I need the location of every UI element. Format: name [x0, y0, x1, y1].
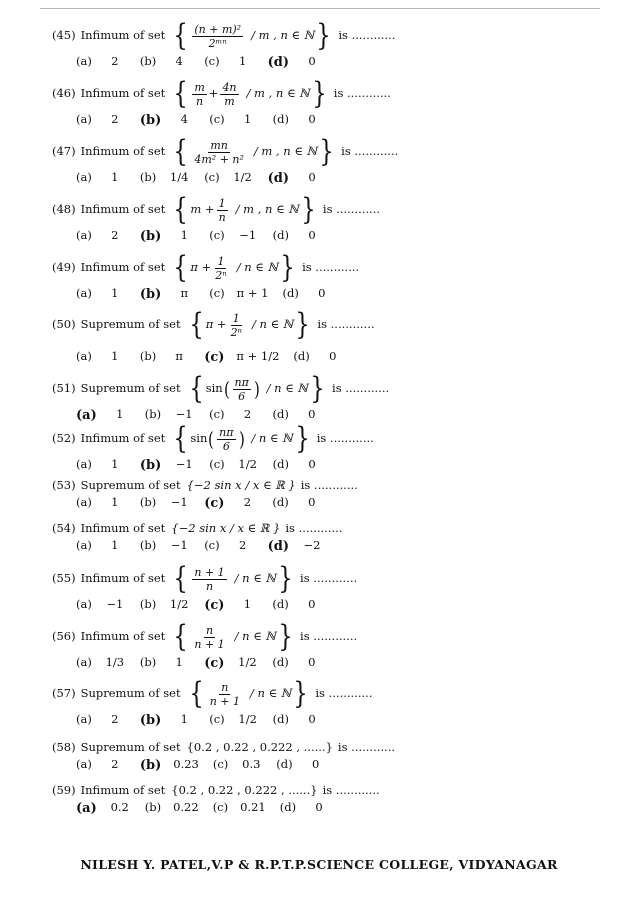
- left-paren: (: [223, 377, 230, 401]
- set-condition: / n ∈ ℕ: [236, 260, 278, 275]
- option-d[interactable]: (d) 0: [267, 170, 316, 186]
- question-tail: is ............: [300, 571, 358, 586]
- option-a[interactable]: (a) 1: [76, 170, 119, 185]
- fraction: $\frac{4n}{m}$: [222, 80, 237, 108]
- fraction: $\frac{m}{n}$: [194, 80, 205, 108]
- set-condition: / n ∈ ℕ: [252, 317, 294, 332]
- question-stem: [52, 250, 359, 286]
- fraction: $\frac{1}{\text{2ⁿ}}$: [230, 311, 243, 339]
- question-stem: [52, 739, 395, 757]
- question-label: Infimum of set: [80, 431, 166, 446]
- option-c[interactable]: (c) −1: [209, 228, 257, 243]
- set-expression: {0.2 , 0.22 , 0.222 , ......}: [186, 740, 333, 755]
- options-row: [76, 655, 357, 671]
- set-term: π +: [190, 260, 212, 275]
- option-d[interactable]: (d) 0: [272, 712, 316, 727]
- question-number: (52): [52, 431, 76, 446]
- options-row: [76, 457, 374, 473]
- left-brace: {: [173, 250, 188, 285]
- options-row: [76, 228, 380, 244]
- left-brace: {: [188, 371, 204, 406]
- set-expression: [171, 192, 318, 227]
- options-row: [76, 712, 372, 728]
- set-expression: [187, 307, 313, 342]
- question-tail: is ............: [300, 629, 358, 644]
- left-brace: {: [188, 307, 204, 342]
- question-label: Infimum of set: [80, 521, 166, 536]
- question-tail: is ............: [285, 521, 343, 536]
- option-b[interactable]: (b) 4: [139, 112, 188, 128]
- options-row: [76, 800, 380, 816]
- options-row: [76, 495, 358, 511]
- left-paren: (: [208, 427, 215, 451]
- fraction: $\frac{n}{n + 1}$: [194, 623, 225, 651]
- question-label: Infimum of set: [80, 629, 166, 644]
- fraction: $\frac{1}{n}$: [218, 196, 226, 224]
- fraction: $\frac{n\pi}{6}$: [219, 425, 234, 453]
- left-brace: {: [173, 421, 188, 456]
- set-expression: [187, 371, 327, 406]
- left-brace: {: [173, 192, 188, 227]
- option-b[interactable]: (b) π: [139, 286, 189, 302]
- right-brace: }: [294, 421, 310, 456]
- question-label: Infimum of set: [80, 571, 166, 586]
- question-stem: [52, 520, 342, 538]
- right-brace: }: [278, 561, 293, 596]
- question-label: Infimum of set: [80, 28, 166, 43]
- page-footer: NILESH Y. PATEL,V.P & R.P.T.P.SCIENCE COLLEGE, VIDYANAGAR: [80, 857, 558, 872]
- question-tail: is ............: [332, 381, 390, 396]
- option-a[interactable]: (a) 1: [76, 349, 119, 364]
- question-stem: [52, 561, 357, 597]
- question-stem: [52, 18, 395, 54]
- option-a[interactable]: (a) 2: [76, 228, 119, 243]
- set-condition: / n ∈ ℕ: [251, 431, 293, 446]
- fraction: $\frac{mn}{\text{4m² + n²}}$: [194, 138, 244, 166]
- option-a[interactable]: (a) 1: [76, 457, 119, 472]
- fraction: $\frac{n}{n + 1}$: [209, 680, 240, 708]
- option-d[interactable]: (d) 0: [272, 457, 316, 472]
- options-row: [76, 112, 391, 128]
- question-tail: is ............: [322, 202, 381, 217]
- right-brace: }: [301, 192, 316, 227]
- left-brace: {: [173, 561, 188, 596]
- question-number: (51): [52, 381, 76, 396]
- question-tail: is ............: [300, 478, 358, 493]
- question-tail: is ............: [337, 740, 396, 755]
- option-a[interactable]: (a) 1/3: [76, 655, 125, 670]
- question-48: [52, 192, 380, 244]
- options-row: [76, 538, 342, 554]
- left-brace: {: [173, 76, 188, 111]
- fraction: $\frac{\text{(n + m)²}}{\text{2ᵐⁿ}}$: [194, 22, 242, 50]
- fraction: $\frac{n\pi}{6}$: [234, 375, 249, 403]
- option-d[interactable]: (d) 0: [279, 800, 323, 815]
- question-52: [52, 421, 374, 473]
- question-stem: [52, 307, 375, 343]
- question-tail: is ............: [322, 783, 380, 798]
- question-stem: [52, 134, 398, 170]
- set-condition: / m , n ∈ ℕ: [235, 202, 299, 217]
- option-b[interactable]: (b) −1: [139, 457, 193, 473]
- option-a[interactable]: (a) −1: [76, 597, 124, 612]
- fraction: $\frac{n + 1}{n}$: [194, 565, 225, 593]
- option-c[interactable]: (c) 1/2: [209, 712, 257, 727]
- set-condition: / n ∈ ℕ: [266, 381, 308, 396]
- option-a[interactable]: (a) 1: [76, 495, 119, 510]
- option-d[interactable]: (d) 0: [272, 112, 316, 127]
- set-condition: / n ∈ ℕ: [250, 686, 292, 701]
- option-d[interactable]: (d) 0: [272, 597, 316, 612]
- option-b[interactable]: (b) −1: [139, 538, 188, 553]
- option-a[interactable]: (a) 1: [76, 407, 124, 423]
- plus-sign: +: [208, 86, 219, 101]
- question-tail: is ............: [341, 144, 399, 159]
- question-56: [52, 619, 357, 671]
- left-brace: {: [188, 676, 204, 711]
- option-d[interactable]: (d) 0: [267, 54, 316, 70]
- option-a[interactable]: (a) 2: [76, 757, 119, 772]
- set-expression: {−2 sin x / x ∈ ℝ }: [171, 521, 281, 536]
- option-c[interactable]: (c) 1: [204, 54, 247, 69]
- question-tail: is ............: [333, 86, 391, 101]
- option-d[interactable]: (d) 0: [272, 407, 316, 422]
- set-term: sin: [190, 431, 208, 446]
- question-tail: is ............: [317, 317, 375, 332]
- option-d[interactable]: (d) 0: [272, 228, 316, 243]
- question-49: [52, 250, 359, 302]
- right-brace: }: [319, 134, 334, 169]
- question-number: (53): [52, 478, 76, 493]
- option-c[interactable]: (c) 1/2: [209, 457, 257, 472]
- option-c[interactable]: (c) 1/2: [204, 655, 257, 671]
- right-brace: }: [278, 619, 293, 654]
- question-number: (47): [52, 144, 76, 159]
- question-53: [52, 477, 358, 511]
- set-term: π +: [205, 317, 227, 332]
- options-row: [76, 343, 375, 371]
- options-row: [76, 170, 398, 186]
- question-number: (57): [52, 686, 76, 701]
- question-stem: [52, 76, 391, 112]
- question-number: (56): [52, 629, 76, 644]
- right-brace: }: [295, 307, 311, 342]
- right-brace: }: [310, 371, 325, 406]
- question-number: (49): [52, 260, 76, 275]
- question-label: Supremum of set: [80, 381, 181, 396]
- set-term: sin: [205, 381, 223, 396]
- question-number: (59): [52, 783, 76, 798]
- question-number: (55): [52, 571, 76, 586]
- option-b[interactable]: (b) 1: [139, 228, 188, 244]
- option-c[interactable]: (c) 1: [204, 597, 252, 613]
- set-condition: / m , n ∈ ℕ: [253, 144, 318, 159]
- option-d[interactable]: (d) 0: [272, 655, 316, 670]
- option-b[interactable]: (b) 0.22: [144, 800, 199, 815]
- option-d[interactable]: (d) 0: [293, 349, 337, 364]
- set-expression: {−2 sin x / x ∈ ℝ }: [186, 478, 296, 493]
- set-condition: / n ∈ ℕ: [234, 629, 276, 644]
- option-b[interactable]: (b) −1: [139, 495, 188, 510]
- right-paren: ): [238, 427, 245, 451]
- option-c[interactable]: (c) 0.3: [212, 757, 261, 772]
- option-b[interactable]: (b) −1: [144, 407, 193, 422]
- set-condition: / m , n ∈ ℕ: [251, 28, 315, 43]
- option-c[interactable]: (c) 2: [204, 495, 252, 511]
- option-a[interactable]: (a) 2: [76, 54, 119, 69]
- question-label: Supremum of set: [80, 478, 181, 493]
- question-stem: [52, 619, 357, 655]
- question-stem: [52, 421, 374, 457]
- option-b[interactable]: (b) 1/4: [139, 170, 189, 185]
- option-b[interactable]: (b) 0.23: [139, 757, 199, 773]
- left-brace: {: [173, 134, 188, 169]
- question-number: (58): [52, 740, 76, 755]
- option-c[interactable]: (c) 1: [209, 112, 252, 127]
- question-number: (48): [52, 202, 76, 217]
- question-stem: [52, 371, 389, 407]
- option-c[interactable]: (c) 2: [204, 538, 247, 553]
- question-label: Supremum of set: [80, 317, 181, 332]
- question-45: [52, 18, 395, 70]
- question-stem: [52, 477, 358, 495]
- option-a[interactable]: (a) 0.2: [76, 800, 129, 816]
- set-expression: [171, 18, 333, 53]
- option-b[interactable]: (b) 1/2: [139, 597, 189, 612]
- question-tail: is ............: [302, 260, 360, 275]
- set-expression: [171, 134, 336, 169]
- question-tail: is ............: [316, 431, 374, 446]
- set-term: m +: [190, 202, 215, 217]
- question-47: [52, 134, 398, 186]
- question-stem: [52, 192, 380, 228]
- question-stem: [52, 676, 372, 712]
- set-expression: [171, 250, 297, 285]
- set-expression: [171, 421, 311, 456]
- option-b[interactable]: (b) 4: [139, 54, 183, 69]
- option-c[interactable]: (c) π + 1/2: [204, 349, 280, 365]
- option-a[interactable]: (a) 1: [76, 538, 119, 553]
- right-brace: }: [293, 676, 308, 711]
- set-expression: [171, 619, 295, 654]
- options-row: [76, 286, 359, 302]
- question-label: Infimum of set: [80, 783, 166, 798]
- question-label: Supremum of set: [80, 686, 181, 701]
- right-brace: }: [312, 76, 327, 111]
- option-a[interactable]: (a) 2: [76, 712, 119, 727]
- option-b[interactable]: (b) 1: [139, 712, 188, 728]
- option-c[interactable]: (c) π + 1: [209, 286, 269, 301]
- option-d[interactable]: (d) 0: [272, 495, 316, 510]
- option-b[interactable]: (b) π: [139, 349, 183, 364]
- right-brace: }: [280, 250, 295, 285]
- question-number: (45): [52, 28, 76, 43]
- question-label: Infimum of set: [80, 202, 166, 217]
- option-a[interactable]: (a) 1: [76, 286, 119, 301]
- set-condition: / n ∈ ℕ: [234, 571, 276, 586]
- question-54: [52, 520, 342, 554]
- option-d[interactable]: (d) −2: [267, 538, 321, 554]
- option-d[interactable]: (d) 0: [276, 757, 320, 772]
- question-57: [52, 676, 372, 728]
- question-51: [52, 371, 389, 423]
- option-c[interactable]: (c) 2: [209, 407, 252, 422]
- set-condition: / m , n ∈ ℕ: [246, 86, 310, 101]
- option-d[interactable]: (d) 0: [282, 286, 326, 301]
- right-brace: }: [316, 18, 331, 53]
- set-expression: {0.2 , 0.22 , 0.222 , ......}: [171, 783, 318, 798]
- option-a[interactable]: (a) 2: [76, 112, 119, 127]
- fraction: $\frac{1}{\text{2ⁿ}}$: [215, 254, 227, 282]
- question-number: (54): [52, 521, 76, 536]
- question-label: Infimum of set: [80, 260, 166, 275]
- question-tail: is ............: [338, 28, 396, 43]
- option-c[interactable]: (c) 0.21: [212, 800, 266, 815]
- right-paren: ): [253, 377, 260, 401]
- set-expression: [171, 76, 329, 111]
- set-expression: [187, 676, 311, 711]
- question-stem: [52, 782, 380, 800]
- top-rule: [40, 8, 600, 9]
- set-expression: [171, 561, 295, 596]
- left-brace: {: [173, 619, 188, 654]
- option-b[interactable]: (b) 1: [139, 655, 183, 670]
- question-label: Infimum of set: [80, 86, 166, 101]
- options-row: [76, 54, 395, 70]
- question-number: (46): [52, 86, 76, 101]
- question-50: [52, 307, 375, 371]
- question-55: [52, 561, 357, 613]
- question-label: Infimum of set: [80, 144, 166, 159]
- question-number: (50): [52, 317, 76, 332]
- question-59: [52, 782, 380, 816]
- question-tail: is ............: [315, 686, 373, 701]
- question-label: Supremum of set: [80, 740, 181, 755]
- question-46: [52, 76, 391, 128]
- option-c[interactable]: (c) 1/2: [204, 170, 252, 185]
- left-brace: {: [173, 18, 188, 53]
- options-row: [76, 757, 395, 773]
- options-row: [76, 597, 357, 613]
- question-58: [52, 739, 395, 773]
